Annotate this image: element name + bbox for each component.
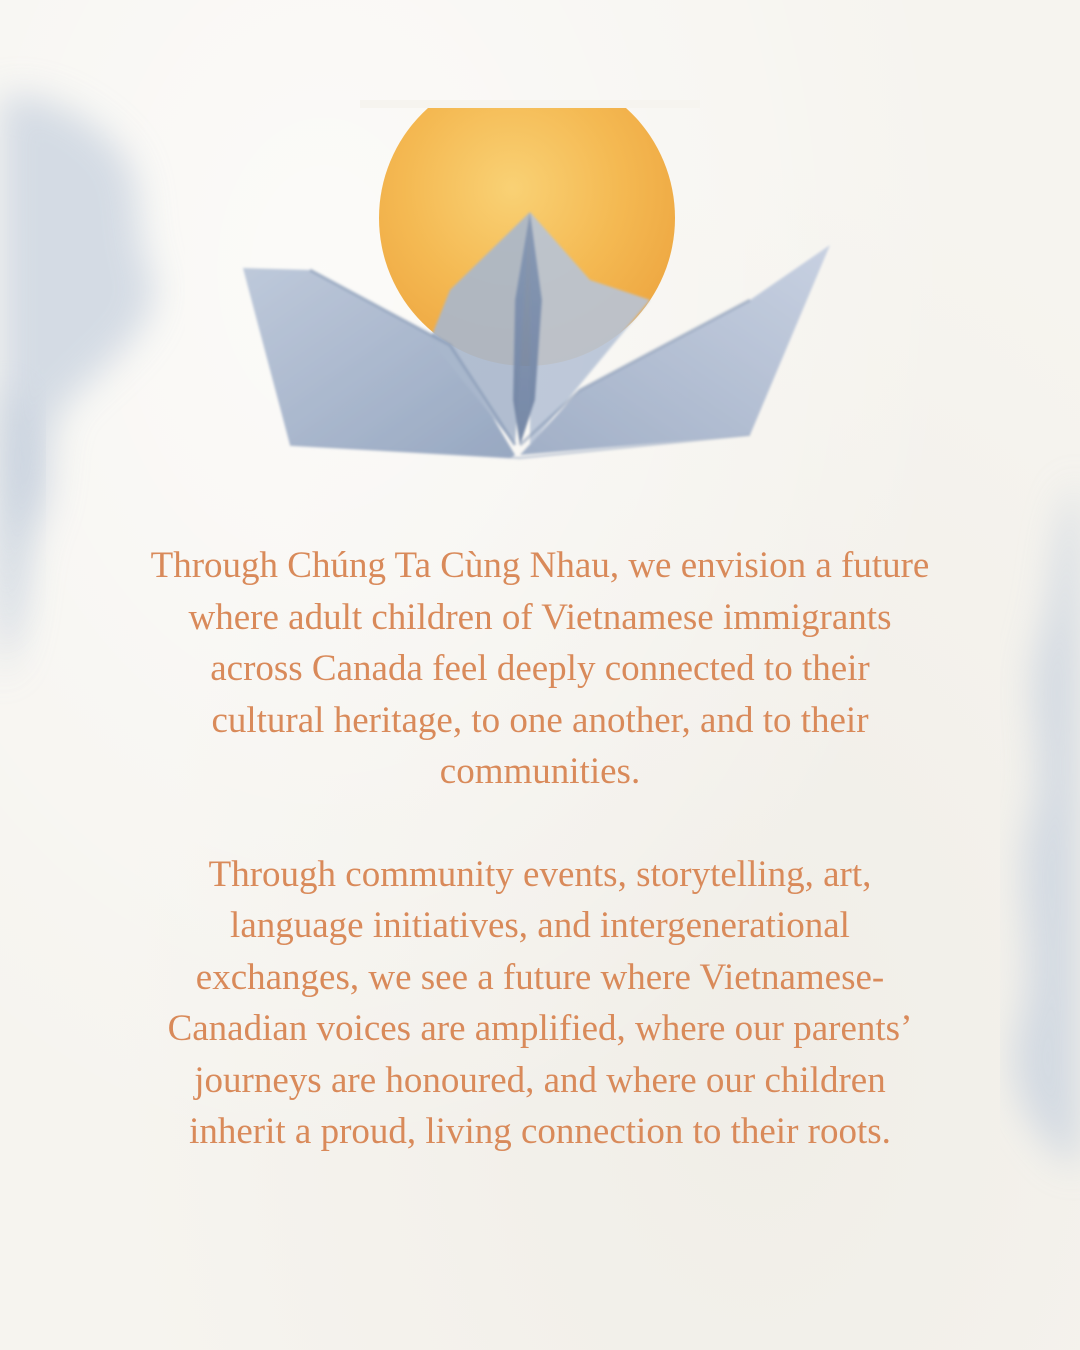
vision-paragraph: Through Chúng Ta Cùng Nhau, we envision a future where adult children of Vietnamese immigrants across Canada feel deeply connected to their cultural heritage, to one another, and to their communities. — [150, 545, 930, 792]
mission-text — [150, 540, 930, 1158]
boat-and-sun-illustration — [230, 100, 850, 480]
paper-boat-icon — [243, 212, 830, 458]
initiatives-paragraph: Through community events, storytelling, art, language initiatives, and intergenerational exchanges, we see a future where Vietnamese-Canadian voices are amplified, where our parents’ journeys are honoured, and where our children inherit a proud, living connection to their roots. — [167, 853, 913, 1152]
